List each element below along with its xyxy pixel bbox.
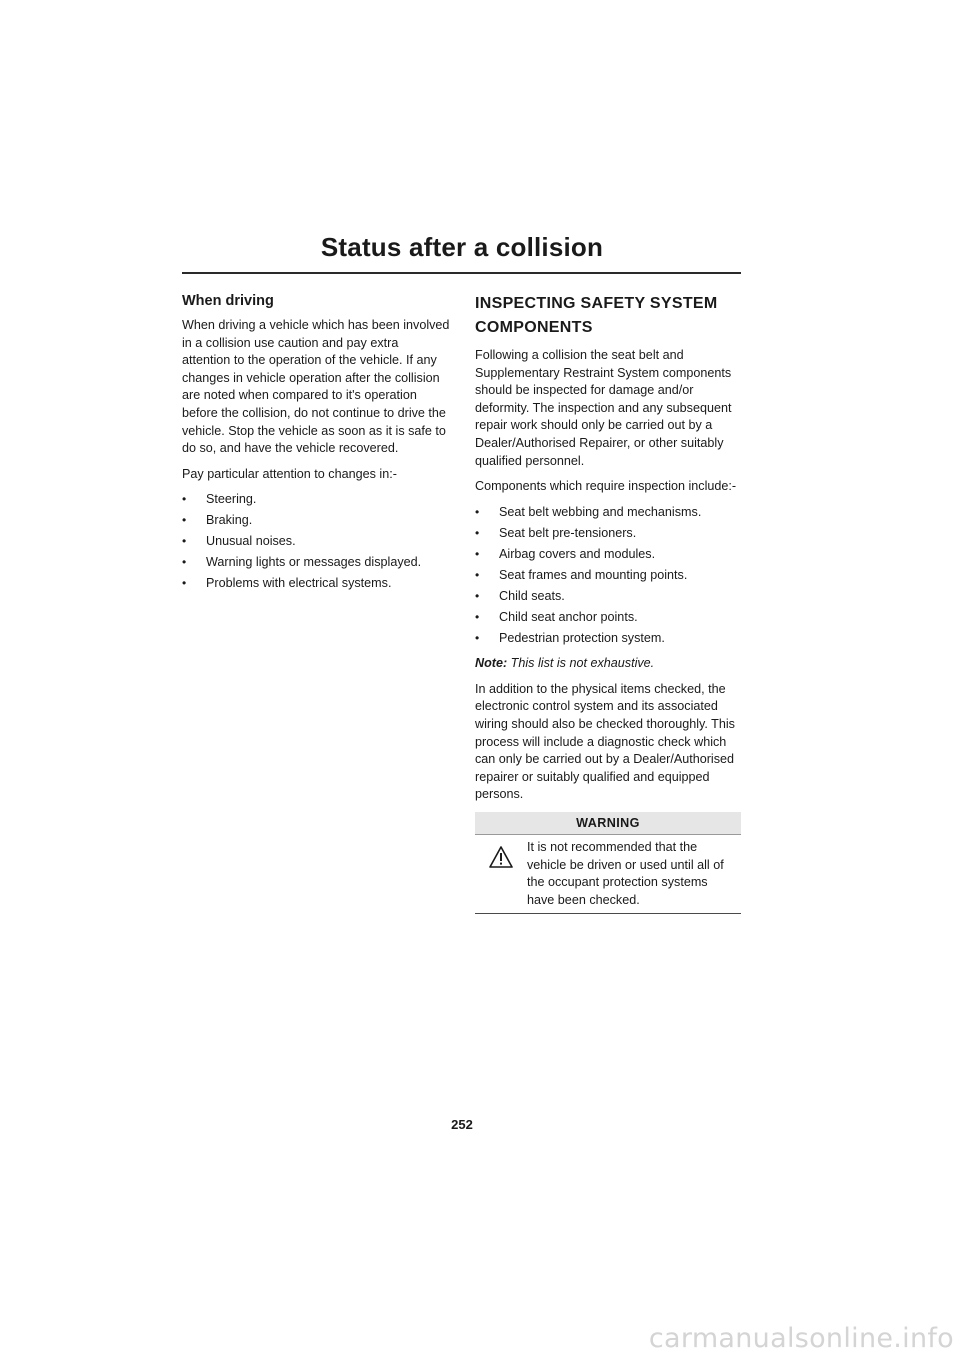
list-item: • Problems with electrical systems. (182, 575, 450, 593)
list-item: • Airbag covers and modules. (475, 546, 741, 564)
bullet-dot: • (182, 534, 187, 549)
list-item: • Unusual noises. (182, 533, 450, 551)
list-item: • Pedestrian protection system. (475, 630, 741, 648)
section-heading-inspecting: INSPECTING SAFETY SYSTEM COMPONENTS (475, 295, 718, 336)
note-label: Note: (475, 656, 508, 671)
bullet-dot: • (182, 555, 187, 570)
bullet-dot: • (475, 588, 480, 603)
warning-box (475, 812, 741, 914)
list-item: • Steering. (182, 491, 450, 509)
bullet-dot: • (475, 525, 480, 540)
bullet-dot: • (475, 546, 480, 561)
bullet-dot: • (182, 492, 187, 507)
list-item: • Seat frames and mounting points. (475, 567, 741, 585)
list-item: • Child seats. (475, 588, 741, 606)
list-item: • Seat belt webbing and mechanisms. (475, 504, 741, 522)
warning-text: It is not recommended that the vehicle be driven or used until all of the occupant protection systems have been checked. (527, 840, 724, 907)
bullet-dot: • (475, 504, 480, 519)
bullet-dot: • (182, 576, 187, 591)
warning-triangle-icon (475, 839, 527, 911)
paragraph: Following a collision the seat belt and Supplementary Restraint System components should be inspected for damage and/or deformity. The inspection and any subsequent repair work should only be carried out by a Dealer/Authorised Repairer, or other suitably qualified personnel. (475, 348, 732, 468)
warning-title: WARNING (475, 812, 741, 835)
list-item: • Child seat anchor points. (475, 609, 741, 627)
bullet-list-components (475, 504, 741, 648)
list-item: • Seat belt pre-tensioners. (475, 525, 741, 543)
bullet-dot: • (475, 567, 480, 582)
paragraph: Components which require inspection include:- (475, 479, 737, 494)
paragraph: Pay particular attention to changes in:- (182, 466, 397, 481)
bullet-dot: • (475, 630, 480, 645)
warning-body (475, 835, 741, 914)
watermark: carmanualsonline.info (648, 1323, 954, 1354)
page-number: 252 (451, 1117, 473, 1132)
bullet-list-changes (182, 491, 450, 593)
list-item: • Braking. (182, 512, 450, 530)
right-column (475, 292, 741, 914)
paragraph: In addition to the physical items checked, the electronic control system and its associated wiring should also be checked thoroughly. This process will include a diagnostic check which can only be carried out by a Dealer/Authorised repairer or suitably qualified and equipped persons. (475, 681, 735, 802)
list-item: • Warning lights or messages displayed. (182, 554, 450, 572)
note (475, 655, 741, 673)
section-heading-when-driving: When driving (182, 293, 274, 309)
bullet-dot: • (475, 609, 480, 624)
title-divider (182, 272, 741, 274)
bullet-dot: • (182, 513, 187, 528)
page-title: Status after a collision (320, 232, 604, 262)
note-text: This list is not exhaustive. (507, 656, 655, 671)
paragraph: When driving a vehicle which has been involved in a collision use caution and pay extra attention to the operation of the vehicle. If any changes in vehicle operation after the collision are noted when compared to it's operation before the collision, do not continue to drive the vehicle. Stop the vehicle as soon as it is safe to do so, and have the vehicle recovered. (182, 318, 450, 456)
left-column (182, 292, 450, 601)
